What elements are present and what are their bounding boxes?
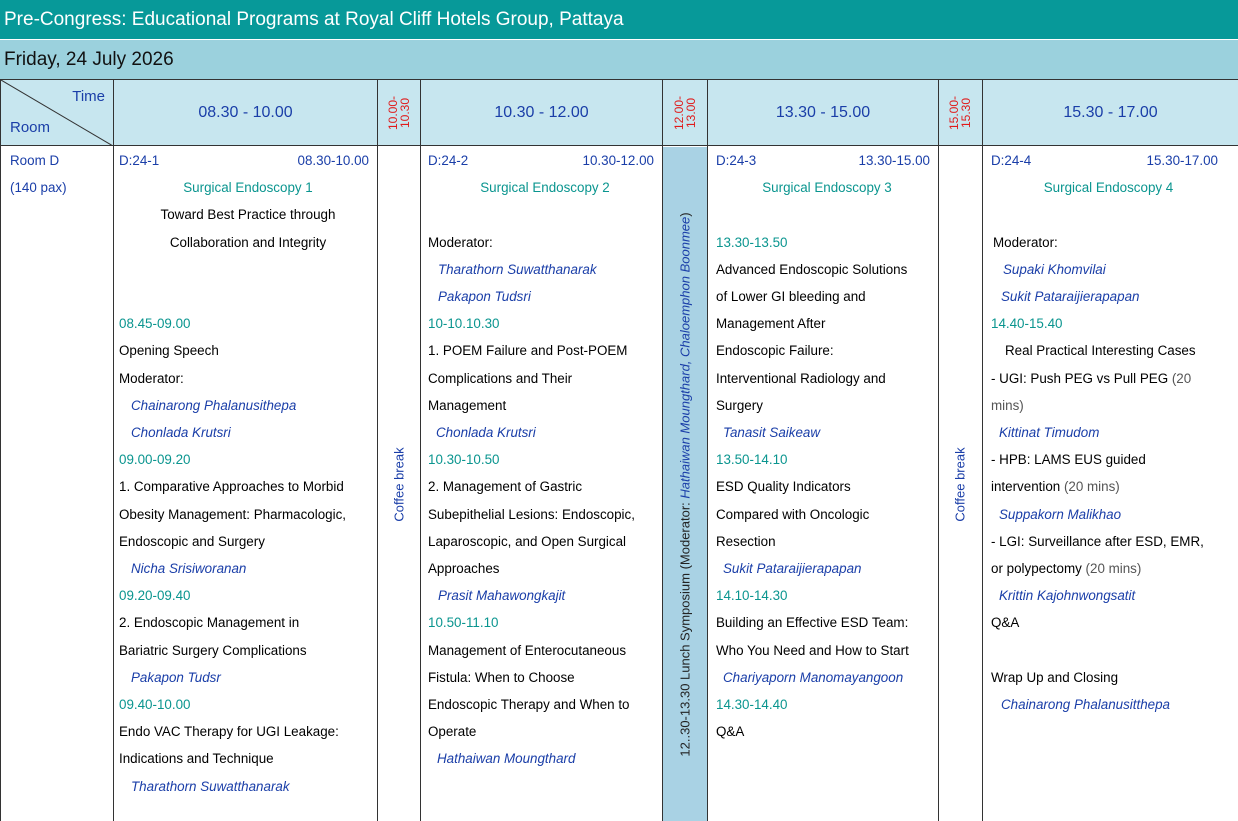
date-heading: Friday, 24 July 2026: [0, 40, 1238, 79]
session-time: 08.30-10.00: [297, 153, 369, 168]
speaker-name: Nicha Srisiworanan: [131, 561, 247, 577]
session-code: D:24-4: [991, 153, 1032, 168]
break-header-2: 12.00- 13.00: [663, 80, 707, 146]
session-code: D:24-1: [119, 153, 160, 168]
talk-title: Resection: [716, 533, 776, 549]
talk-title: Laparoscopic, and Open Surgical: [428, 533, 627, 549]
session-cell-1: [114, 147, 377, 821]
coffee-break-label: Coffee break: [391, 446, 407, 522]
session-column-2: [421, 79, 663, 821]
talk-title: Interventional Radiology and: [716, 370, 886, 386]
speaker-name: Tharathorn Suwatthanarak: [438, 261, 597, 277]
talk-title: of Lower GI bleeding and: [716, 289, 866, 304]
speaker-name: Sukit Pataraijierapapan: [723, 561, 862, 577]
talk-title: 1. Comparative Approaches to Morbid: [119, 479, 344, 495]
coffee-break-label: Coffee break: [953, 446, 969, 522]
session-name: Surgical Endoscopy 4: [1043, 180, 1174, 196]
talk-time: 09.00-09.20: [119, 452, 191, 468]
speaker-name: Chainarong Phalanusithepa: [131, 397, 297, 413]
speaker-name: Sukit Pataraijierapapan: [1001, 289, 1140, 304]
talk-title: intervention (20 mins): [991, 479, 1120, 495]
talk-time: 09.20-09.40: [119, 588, 191, 604]
speaker-name: Pakapon Tudsr: [131, 669, 221, 685]
talk-title: or polypectomy (20 mins): [991, 561, 1142, 577]
talk-title: Management of Enterocutaneous: [428, 642, 627, 658]
session-cell-3: [708, 147, 938, 821]
session-subtitle: Collaboration and Integrity: [169, 234, 327, 250]
talk-title: Indications and Technique: [119, 751, 274, 767]
session-code: D:24-3: [716, 153, 757, 168]
slot-header-3: 13.30 - 15.00: [708, 80, 938, 146]
talk-time: 10.30-10.50: [428, 452, 500, 468]
talk-title: Complications and Their: [428, 370, 573, 386]
lunch-moderators: Hathaiwan Moungthard, Chaloemphon Boonmee: [677, 216, 693, 499]
break-column-1: [378, 79, 421, 821]
speaker-name: Suppakorn Malikhao: [999, 506, 1122, 522]
session-code: D:24-2: [428, 153, 469, 168]
speaker-name: Kittinat Timudom: [999, 425, 1100, 441]
session-cell-2: [421, 147, 662, 821]
talk-time: 10.50-11.10: [428, 615, 499, 631]
session-time: 15.30-17.00: [1146, 153, 1218, 168]
speaker-name: Prasit Mahawongkajit: [438, 588, 566, 604]
session-subtitle: Toward Best Practice through: [160, 207, 336, 223]
room-name: Room D: [10, 153, 60, 168]
talk-title: Endoscopic and Surgery: [119, 533, 265, 549]
break-header-1: 10.00- 10.30: [378, 80, 420, 146]
break-header-3: 15.00- 15.30: [939, 80, 982, 146]
moderator-label: Moderator:: [119, 370, 184, 386]
session-code-row: [119, 147, 377, 174]
talk-title: Management: [428, 397, 507, 413]
speaker-name: Tanasit Saikeaw: [723, 425, 821, 441]
talk-title: Surgery: [716, 397, 763, 413]
speaker-name: Hathaiwan Moungthard: [437, 751, 576, 767]
session-column-1: [114, 79, 378, 821]
moderator-label: Moderator:: [993, 234, 1058, 250]
moderator-label: Moderator:: [428, 234, 493, 250]
break-column-2: [939, 79, 983, 821]
session-code-row: [991, 147, 1238, 174]
session-time: 13.30-15.00: [858, 153, 930, 168]
slot-header-2: 10.30 - 12.00: [421, 80, 662, 146]
talk-title: Endoscopic Failure:: [716, 343, 834, 359]
talk-title: Compared with Oncologic: [716, 506, 870, 522]
session-column-3: [708, 79, 939, 821]
session-name: Surgical Endoscopy 2: [480, 180, 610, 196]
talk-title: Approaches: [428, 561, 500, 577]
speaker-name: Krittin Kajohnwongsatit: [999, 588, 1136, 604]
session-cell-4: [983, 147, 1238, 821]
room-cell: [1, 147, 113, 821]
speaker-name: Chariyaporn Manomayangoon: [723, 669, 904, 685]
talk-time: 13.30-13.50: [716, 234, 788, 250]
talk-title: Advanced Endoscopic Solutions: [716, 261, 908, 277]
lunch-cell: [663, 147, 707, 821]
talk-title: 1. POEM Failure and Post-POEM: [428, 343, 628, 359]
talk-title: Subepithelial Lesions: Endoscopic,: [428, 506, 635, 522]
talk-title: Q&A: [991, 615, 1020, 631]
room-capacity: (140 pax): [10, 180, 67, 196]
talk-title: Wrap Up and Closing: [991, 669, 1119, 685]
talk-time: 08.45-09.00: [119, 316, 191, 332]
talk-time: 09.40-10.00: [119, 697, 191, 713]
slot-header-4: 15.30 - 17.00: [983, 80, 1238, 146]
talk-title: Bariatric Surgery Complications: [119, 642, 307, 658]
talk-title: Endo VAC Therapy for UGI Leakage:: [119, 724, 339, 740]
talk-title: Q&A: [716, 724, 745, 740]
talk-title: 2. Management of Gastric: [428, 479, 583, 495]
talk-title: - HPB: LAMS EUS guided: [991, 452, 1146, 468]
session-column-4: [983, 79, 1238, 821]
slot-header-1: 08.30 - 10.00: [114, 80, 377, 146]
talk-time: 10-10.10.30: [428, 316, 500, 332]
corner-header: [1, 80, 113, 146]
talk-title: Operate: [428, 724, 477, 740]
talk-title: 2. Endoscopic Management in: [119, 615, 300, 631]
speaker-name: Supaki Khomvilai: [1003, 261, 1106, 277]
session-time: 10.30-12.00: [582, 153, 654, 168]
talk-title: Opening Speech: [119, 343, 219, 359]
talk-title: - LGI: Surveillance after ESD, EMR,: [991, 533, 1204, 549]
room-column: [0, 79, 114, 821]
speaker-name: Chonlada Krutsri: [436, 425, 536, 441]
talk-title: ESD Quality Indicators: [716, 479, 851, 495]
speaker-name: Chonlada Krutsri: [131, 425, 231, 440]
session-code-row: [428, 147, 662, 174]
speaker-name: Tharathorn Suwatthanarak: [131, 778, 290, 794]
talk-title: Building an Effective ESD Team:: [716, 615, 909, 631]
room-label: Room: [10, 119, 51, 136]
talk-title: Fistula: When to Choose: [428, 669, 575, 685]
speaker-name: Chainarong Phalanusitthepa: [1001, 697, 1170, 713]
lunch-column: [663, 79, 708, 821]
session-name: Surgical Endoscopy 1: [183, 180, 313, 196]
time-label: Time: [72, 88, 105, 105]
talk-title: Who You Need and How to Start: [716, 642, 909, 658]
talk-title: Management After: [716, 316, 826, 332]
lunch-symposium-label: 12..30-13.30 Lunch Symposium (Moderator: Hathaiwan Moungthard, Chaloemphon Boonmee): [677, 211, 693, 757]
talk-time: 14.40-15.40: [991, 316, 1063, 332]
talk-title: - UGI: Push PEG vs Pull PEG (20: [991, 370, 1192, 386]
talk-title: Endoscopic Therapy and When to: [428, 697, 630, 713]
talk-time: 14.30-14.40: [716, 697, 788, 713]
session-code-row: [716, 147, 938, 174]
talk-time: 13.50-14.10: [716, 452, 788, 468]
talk-duration: mins): [991, 397, 1024, 413]
talk-title: Obesity Management: Pharmacologic,: [119, 506, 347, 522]
talk-time: 14.10-14.30: [716, 588, 788, 604]
page-title: Pre-Congress: Educational Programs at Royal Cliff Hotels Group, Pattaya: [0, 0, 1238, 39]
speaker-name: Pakapon Tudsri: [438, 289, 531, 304]
schedule-grid: [0, 79, 1238, 821]
talk-title: Real Practical Interesting Cases: [1005, 343, 1196, 359]
session-name: Surgical Endoscopy 3: [762, 180, 892, 196]
